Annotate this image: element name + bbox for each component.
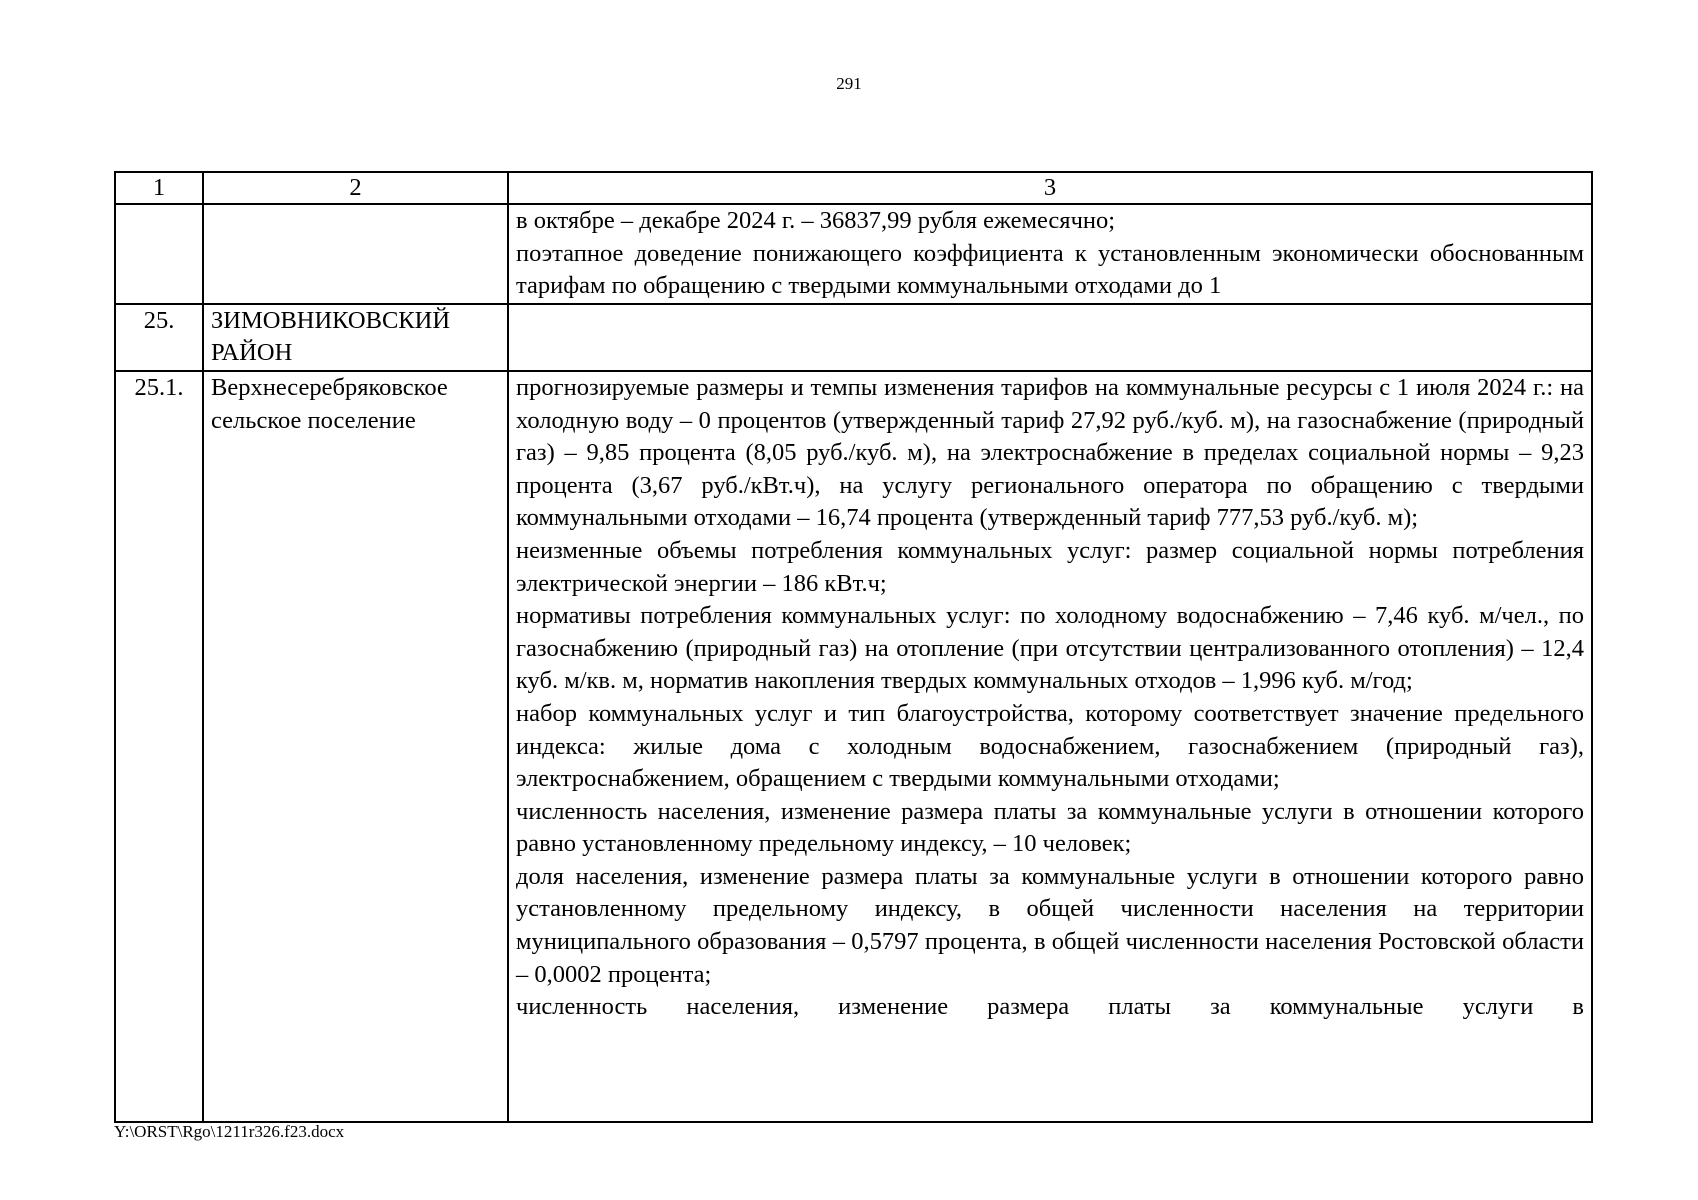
tariff-table — [114, 171, 1593, 1123]
page-number: 291 — [836, 74, 862, 93]
paragraph: поэтапное доведение понижающего коэффициента к установленным экономически обоснованным тарифам по обращению с твердыми коммунальными отходами до 1 — [516, 239, 1584, 300]
file-path-footer: Y:\ORST\Rgo\1211r326.f23.docx — [114, 1122, 345, 1141]
settlement-name-cell: Верхнесеребряковское сельское поселение — [203, 371, 508, 1122]
table-row-settlement — [115, 371, 1592, 1122]
district-name-cell: ЗИМОВНИКОВСКИЙ РАЙОН — [203, 304, 508, 371]
paragraph: прогнозируемые размеры и темпы изменения тарифов на коммунальные ресурсы с 1 июля 2024 г.: на холодную воду – 0 процентов (утвержденный тариф 27,92 руб./куб. м), на газоснабжение (природный газ) – 9,85 процента (8,05 руб./куб. м), на электроснабжение в пределах социальной нормы – 9,23 процента (3,67 руб./кВт.ч), на услугу регионального оператора по обращению с твердыми коммунальными отходами – 16,74 процента (утвержденный тариф 777,53 руб./куб. м); — [516, 373, 1584, 532]
header-col-3: 3 — [508, 172, 1592, 204]
paragraph: в октябре – декабре 2024 г. – 36837,99 рубля ежемесячно; — [516, 207, 1116, 234]
paragraph: численность населения, изменение размера платы за коммунальные услуги в отношении которого равно установленному предельному индексу, – 10 человек; — [516, 797, 1584, 858]
header-col-2: 2 — [203, 172, 508, 204]
row-number-cell — [115, 204, 203, 304]
paragraph: набор коммунальных услуг и тип благоустройства, которому соответствует значение предельного индекса: жилые дома с холодным водоснабжением, газоснабжением (природный газ), электроснабжением, обращением с твердыми коммунальными отходами; — [516, 699, 1584, 793]
row-text-cell — [508, 371, 1592, 1122]
table-row-continuation — [115, 204, 1592, 304]
paragraph: численность населения, изменение размера платы за коммунальные услуги в — [516, 993, 1584, 1021]
table-header-row — [115, 172, 1592, 204]
header-col-1: 1 — [115, 172, 203, 204]
paragraph: нормативы потребления коммунальных услуг: по холодному водоснабжению – 7,46 куб. м/чел., по газоснабжению (природный газ) на отопление (при отсутствии централизованного отопления) – 12,4 куб. м/кв. м, норматив накопления твердых коммунальных отходов – 1,996 куб. м/год; — [516, 602, 1584, 695]
row-name-cell — [203, 204, 508, 304]
row-number-cell: 25. — [115, 304, 203, 371]
paragraph: неизменные объемы потребления коммунальных услуг: размер социальной нормы потребления электрической энергии – 186 кВт.ч; — [516, 536, 1584, 597]
row-text-cell — [508, 304, 1592, 371]
row-number-cell: 25.1. — [115, 371, 203, 1122]
row-text-cell — [508, 204, 1592, 304]
paragraph: доля населения, изменение размера платы за коммунальные услуги в отношении которого равно установленному предельному индексу, в общей численности населения на территории муниципального образования – 0,5797 процента, в общей численности населения Ростовской области – 0,0002 процента; — [516, 862, 1584, 988]
table-row-district — [115, 304, 1592, 371]
